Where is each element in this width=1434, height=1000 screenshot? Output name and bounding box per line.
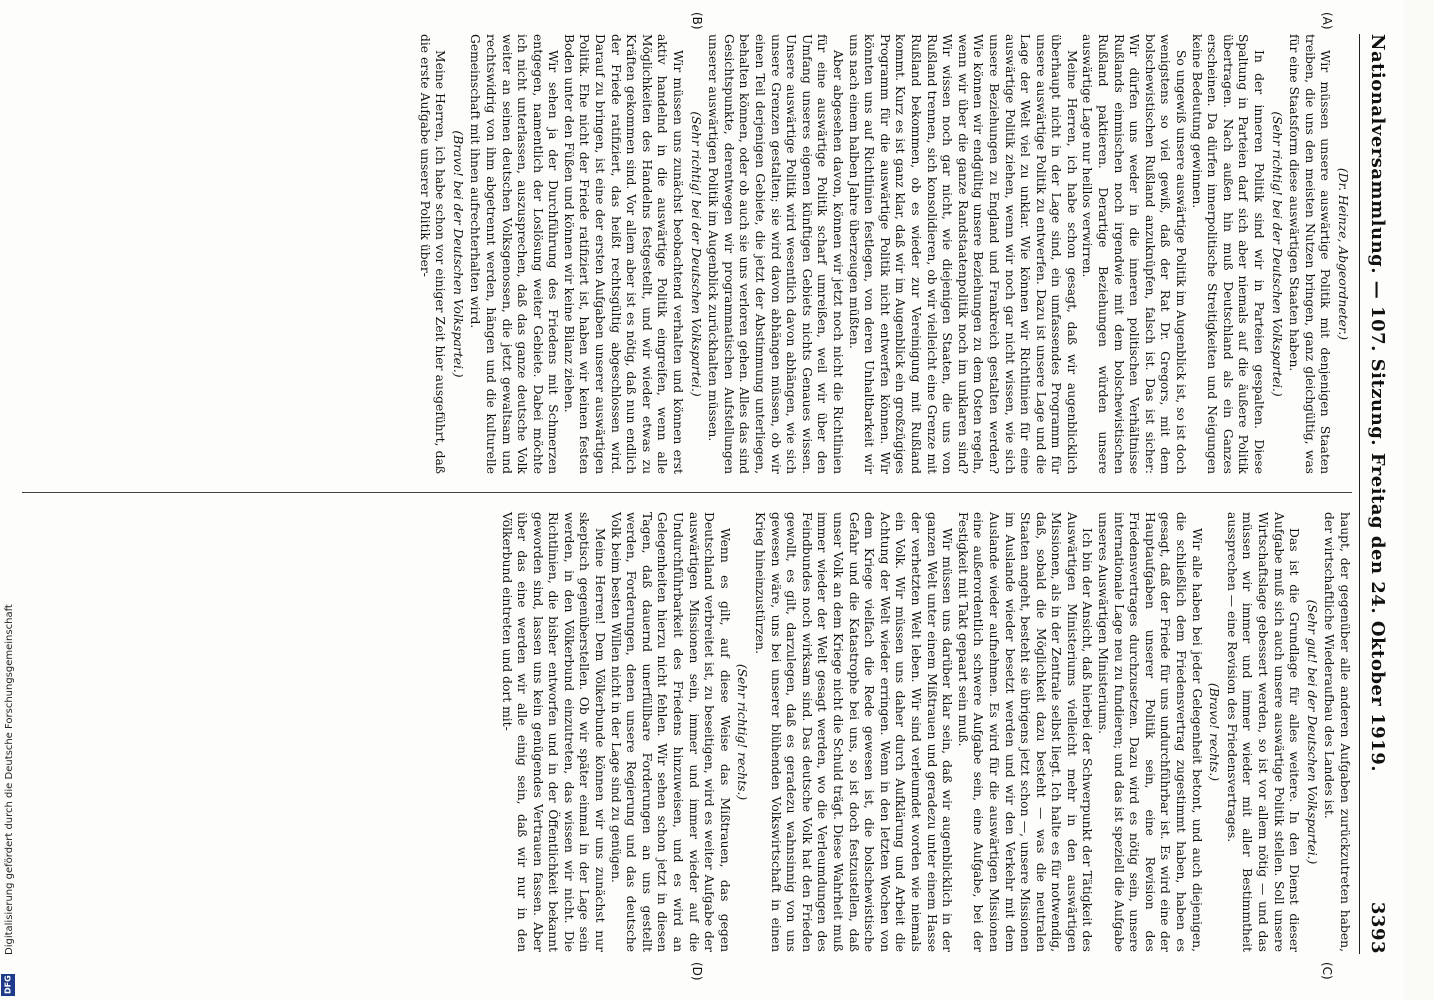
paragraph: In der inneren Politik sind wir in Parteien gespalten. Diese Spaltung in Parteien darf sich aber niemals auf die äußere Politik übertragen. Nach außen hin muß Deutschland als ein Ganzes erscheinen. Da dürfen innerpolitische Streitigkeiten und Neigungen keine Bedeutung gewinnen. [1189,34,1267,474]
dfg-logo: DFG [1,974,15,996]
digitization-credit [4,4,16,996]
right-column [498,512,1352,952]
paragraph: haupt, der gegenüber alle anderen Aufgaben zurückzutreten haben, der wirtschaftliche Wiederaufbau des Landes ist. [1322,512,1352,952]
interjection: (Sehr gut! bei der Deutschen Volkspartei.) [1304,599,1319,865]
left-column [416,34,1352,474]
header-title: Nationalversammlung. — 107. Sitzung. Freitag den 24. Oktober 1919. [1367,34,1388,772]
interjection: (Bravo! rechts.) [1207,682,1222,782]
page-header [1362,34,1392,954]
paragraph: Meine Herren, ich habe schon vor einiger Zeit hier ausgeführt, daß die erste Aufgabe unserer Politik über- [417,34,448,474]
paragraph: Das ist die Grundlage für alles weitere. In den Dienst dieser Aufgabe muß sich auch unsere auswärtige Politik stellen. Soll unsere Wirtschaftslage gebessert werden, so ist vor allem nötig — und das müssen wir immer und immer wieder mit aller Bestimmtheit aussprechen — eine Revision des Friedensvertrages. [1224,512,1302,952]
paragraph: So ungewiß unsere auswärtige Politik im Augenblick ist, so ist doch wenigstens so viel gewiß, daß der Rat Dr. Gregors, mit dem bolschewistischen Rußland anzuknüpfen, falsch ist. Das ist sicher: Wir dürfen uns weder in die inneren politischen Verhältnisse Rußlands einmischen noch irgendwie mit dem bolschewistischen Rußland paktieren. Derartige Beziehungen würden unsere auswärtige Lage nur heillos verwirren. [1080,34,1189,474]
paragraph: Meine Herren, ich habe schon gesagt, daß wir augenblicklich überhaupt nicht in der Lage sind, ein umfassendes Programm für unsere auswärtige Politik zu entwerfen. Dazu ist unsere Lage und die Lage der Welt viel zu unklar. Wie können wir Richtlinien für eine auswärtige Politik ziehen, wenn wir noch gar nicht wissen, wie sich unsere Beziehungen zu England und Frankreich gestalten werden? Wie können wir endgültig unsere Beziehungen zu dem Osten regeln, wenn wir über die ganze Randstaatenpolitik noch im unklaren sind? Wir wissen noch gar nicht, wie diejenigen Staaten, die uns von Rußland trennen, sich konsolidieren, ob wir vielleicht eine Grenze mit Rußland bekommen, ob es wieder zur Vereinigung mit Rußland kommt. Kurz es ist ganz klar, daß wir im Augenblick ein großzügiges Programm für die auswärtige Politik nicht entwerfen können. Wir könnten uns auf Richtlinien festlegen, von deren Unhaltbarkeit wir uns nach einem halben Jahre überzeugen müßten. [846,34,1079,474]
column-divider [22,492,1352,493]
margin-marker-d: (D) [690,962,704,981]
interjection: (Bravo! bei der Deutschen Volkspartei.) [450,130,465,378]
paragraph: Wenn es gilt, auf diese Weise das Mißtrauen, das gegen Deutschland verbreitet ist, zu beseitigen, wird es weiter Aufgabe der auswärtigen Missionen sein, immer und immer wieder auf die Undurchführbarkeit des Friedens hinzuweisen, und es wird an Gelegenheiten hierzu nicht fehlen. Wir sehen schon jetzt in diesen Tagen, daß dauernd unerfüllbare Forderungen an uns gestellt werden, Forderungen, denen unsere Regierung und das deutsche Volk beim besten Willen nicht in der Lage sind zu genügen. [608,512,732,952]
page-number: 3393 [1367,901,1388,954]
paragraph: Wir alle haben bei jeder Gelegenheit betont, und auch diejenigen, die schließlich dem Friedensvertrag zugestimmt haben, haben es gesagt, daß der Friede für uns undurchführbar ist. Es wird eine der Hauptaufgaben unserer Politik sein, eine Revision des Friedensvertrages durchzusetzen. Dazu wird es nötig sein, unsere internationale Lage neu zu fundieren; und das ist speziell die Aufgabe unseres Auswärtigen Ministeriums. [1096,512,1204,952]
header-rule [1359,34,1360,954]
interjection: (Sehr richtig! rechts.) [735,663,750,801]
paragraph: Wir müssen uns zunächst beobachtend verhalten und können erst aktiv handelnd in die auswärtige Politik eingreifen, wenn alle Möglichkeiten des Handelns festgestellt, und wir wieder etwas zu Kräften gekommen sind. Vor allem aber ist es nötig, daß nun endlich der Friede ratifiziert, das heißt rechtsgültig abgeschlossen wird. Darauf zu bringen, ist eine der ersten Aufgaben unserer auswärtigen Politik. Ehe nicht der Friede ratifiziert ist, haben wir keinen festen Boden unter den Füßen und können wir keine Bilanz ziehen. [561,34,686,474]
interjection: (Sehr richtig! bei der Deutschen Volkspartei.) [1269,111,1284,397]
interjection: (Dr. Heinze, Abgeordneter.) [1336,167,1350,341]
paragraph: Aber abgesehen davon, können wir jetzt noch nicht die Richtlinien für eine auswärtige Politik scharf umreißen, weil wir über den Umfang unseres eigenen künftigen Gebiets nichts Genaues wissen. Unsere auswärtige Politik wird wesentlich davon abhängen, wie sich unsere Grenzen gestalten; sie wird davon abhängen müssen, ob wir einen Teil derjenigen Gebiete, die jetzt der Abstimmung unterliegen, behalten können, oder ob auch sie uns verloren gehen. Alles das sind Gesichtspunkte, derentwegen wir programmatischen Aufstellungen unserer auswärtigen Politik im Augenblick zurückhalten müssen. [706,34,845,474]
paragraph: Wir müssen uns darüber klar sein, daß wir augenblicklich in der ganzen Welt unter einem Mißtrauen und geradezu unter einem Hasse der verhetzten Welt leben. Wir sind verleumdet worden wie niemals ein Volk. Wir müssen uns daher durch Aufklärung und Arbeit die Achtung der Welt wieder erringen. Wenn in den letzten Wochen von dem Kriege vielfach die Rede gewesen ist, die bolschewistische Gefahr und die Katastrophe bei uns, so ist doch festzustellen, daß unser Volk an dem Kriege nicht die Schuld trägt. Diese Wahrheit muß immer wieder der Welt gesagt werden, wo die Verleumdungen des Feindbundes noch wirksam sind. Das deutsche Volk hat den Frieden gewollt, es gilt, darzulegen, daß es geradezu wahnsinnig von uns gewesen wäre, uns bei unserer blühenden Volkswirtschaft in einen Krieg hineinzustürzen. [753,512,955,952]
interjection: (Sehr richtig! bei der Deutschen Volkspartei.) [688,111,703,397]
margin-marker-c: (C) [1320,962,1334,980]
paragraph: Meine Herren! Dem Völkerbunde können wir uns zunächst nur skeptisch gegenüberstellen. Ob wir später einmal in der Lage sein werden, in den Völkerbund einzutreten, das wissen wir nicht. Die Richtlinien, die bisher entworfen und in der Öffentlichkeit bekannt geworden sind, lassen uns kein genügendes Vertrauen fassen. Aber über das eine werden wir alle einig sein, daß wir nur in den Völkerbund eintreten und dort mit- [499,512,608,952]
margin-marker-a: (A) [1320,12,1334,30]
credit-text: Digitalisierung gefördert durch die Deutsche Forschungsgemeinschaft [4,604,15,955]
paragraph: Wir müssen unsere auswärtige Politik mit denjenigen Staaten treiben, die uns den meisten Nutzen bringen, ganz gleichgültig, was für eine Staatsform diese auswärtigen Staaten haben. [1287,34,1333,474]
paragraph: Wir sehen ja der Durchführung des Friedens mit Schmerzen entgegen, namentlich der Loslösung weiter Gebiete. Dabei möchte ich nicht unterlassen, auszusprechen, daß das ganze deutsche Volk weiter an seinen deutschen Volksgenossen, die jetzt gewaltsam und rechtswidrig von ihm abgetrennt werden, hängen und die kulturelle Gemeinschaft mit ihnen aufrechterhalten wird. [468,34,561,474]
paragraph: Ich bin der Ansicht, daß hierbei der Schwerpunkt der Tätigkeit des Auswärtigen Ministeriums vielleicht mehr in den auswärtigen Missionen, als in der Zentrale selbst liegt. Ich halte es für notwendig, daß, sobald die Möglichkeit dazu besteht — was die neutralen Staaten angeht, besteht sie übrigens jetzt schon —, unsere Missionen im Auslande wieder besetzt werden und wir den Verkehr mit dem Auslande wieder aufnehmen. Es wird für die auswärtigen Missionen eine außerordentlich schwere Aufgabe sein, eine Aufgabe, bei der Festigkeit mit Takt gepaart sein muß. [955,512,1095,952]
margin-marker-b: (B) [690,12,704,30]
